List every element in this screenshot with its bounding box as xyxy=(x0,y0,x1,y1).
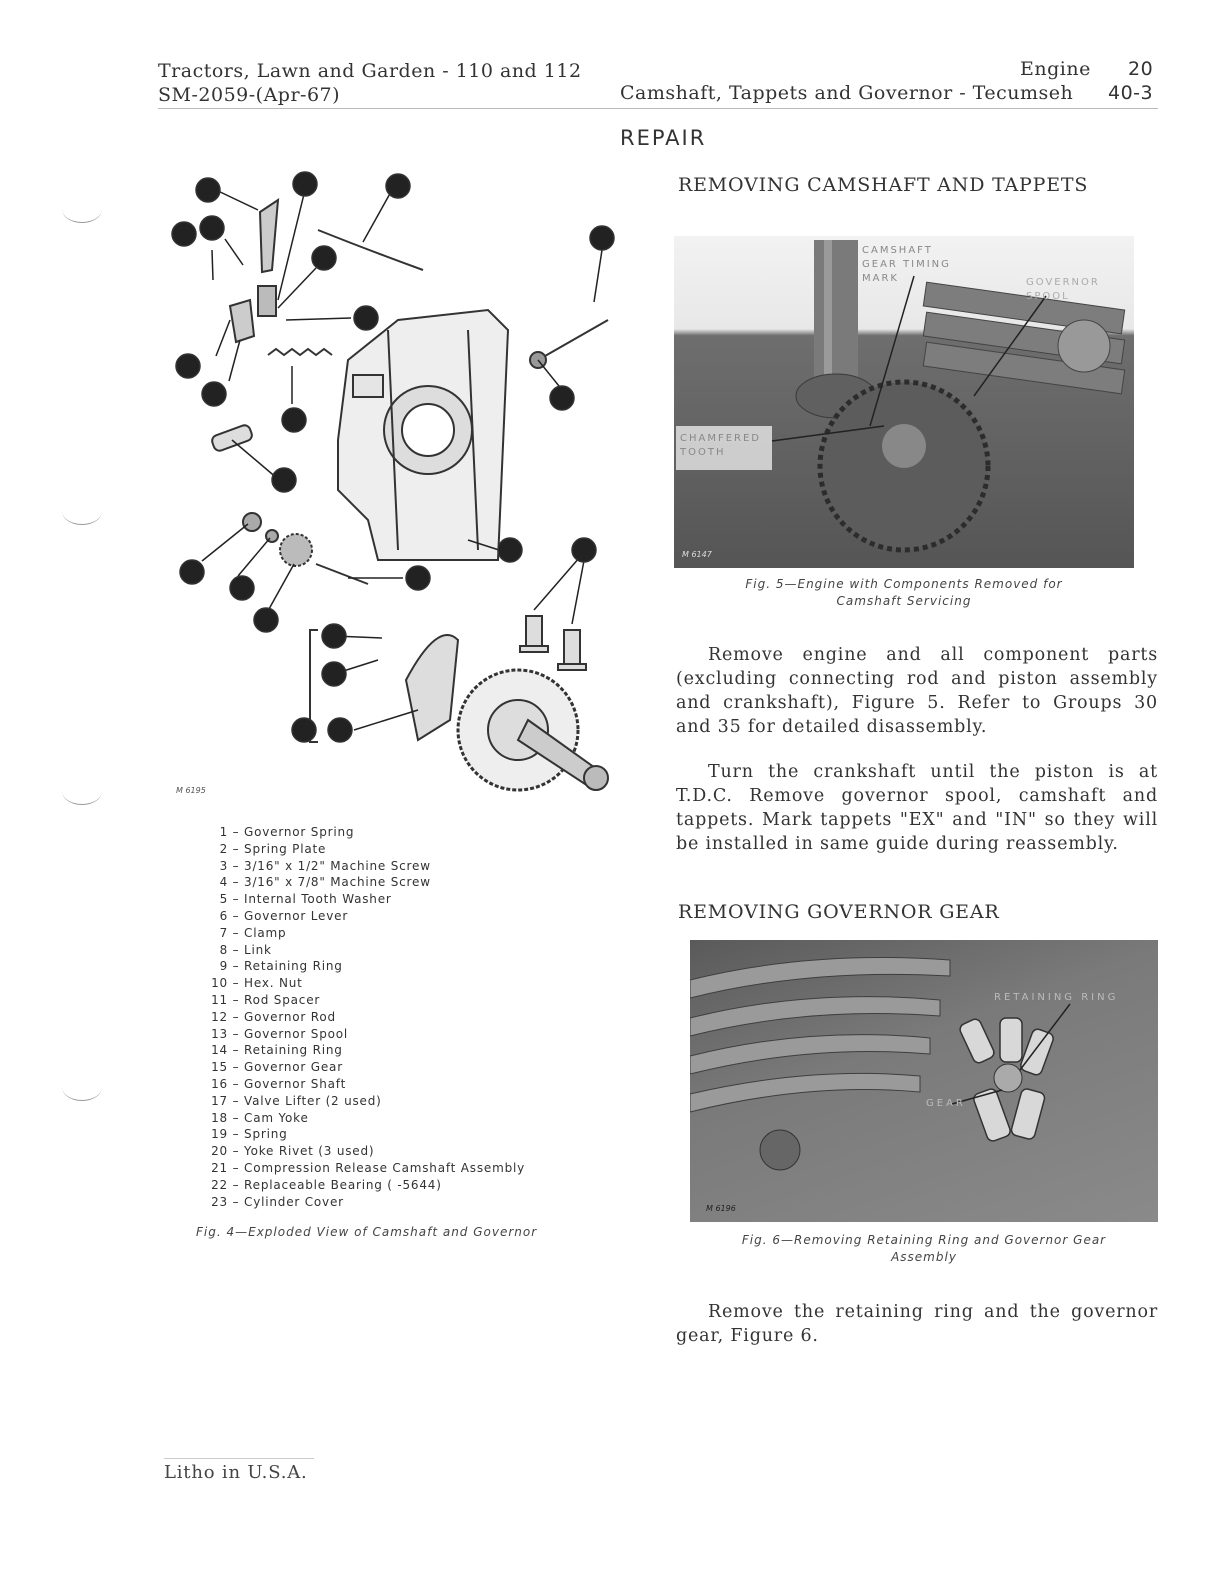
paragraph-remove-retaining-ring: Remove the retaining ring and the governor gear, Figure 6. xyxy=(676,1302,1158,1346)
header-section-number: 20 xyxy=(1128,58,1154,80)
legend-number: 4 xyxy=(219,875,228,890)
legend-dash: – xyxy=(228,942,245,957)
header-section: Engine xyxy=(1020,58,1091,80)
fig5-caption-line2: Camshaft Servicing xyxy=(836,594,972,608)
legend-dash: – xyxy=(228,976,245,991)
legend-dash: – xyxy=(228,1076,245,1091)
legend-dash: – xyxy=(228,1026,245,1041)
footer-rule xyxy=(164,1458,314,1459)
fig4-legend xyxy=(206,824,525,1210)
legend-number: 19 xyxy=(211,1127,228,1142)
callout-label-19: 19 xyxy=(325,666,343,682)
fig4-caption: Fig. 4—Exploded View of Camshaft and Governor xyxy=(196,1225,538,1239)
fig5-label-timing-mark: CAMSHAFT GEAR TIMING MARK xyxy=(862,245,951,284)
legend-row xyxy=(206,1042,525,1059)
legend-number: 20 xyxy=(211,1144,228,1159)
legend-dash: – xyxy=(228,908,245,923)
callout-label-18: 18 xyxy=(331,722,349,738)
header-subsection: Camshaft, Tappets and Governor - Tecumseh xyxy=(620,82,1074,104)
legend-text: Governor Spring xyxy=(244,825,355,839)
binder-mark xyxy=(62,498,102,525)
legend-row xyxy=(206,841,525,858)
legend-text: Retaining Ring xyxy=(244,1043,343,1058)
legend-number: 3 xyxy=(219,858,228,873)
fig4-code: M 6195 xyxy=(176,786,206,795)
legend-number: 21 xyxy=(211,1160,228,1175)
callout-label-7: 7 xyxy=(300,176,310,192)
legend-dash: – xyxy=(228,1043,245,1058)
legend-number: 6 xyxy=(219,908,228,923)
callout-label-9: 9 xyxy=(319,250,329,266)
fig6-label-gear: GEAR xyxy=(926,1098,966,1109)
legend-row xyxy=(206,1093,525,1110)
legend-dash: – xyxy=(228,925,245,940)
legend-dash: – xyxy=(228,1177,245,1192)
section-title-removing-governor-gear: REMOVING GOVERNOR GEAR xyxy=(678,901,1000,923)
callout-label-12: 12 xyxy=(593,230,611,246)
legend-text: Yoke Rivet (3 used) xyxy=(244,1144,375,1159)
legend-number: 17 xyxy=(211,1093,228,1108)
callout-label-1: 1 xyxy=(289,412,299,428)
legend-number: 13 xyxy=(211,1026,228,1041)
fig5-caption xyxy=(674,576,1134,610)
legend-number: 16 xyxy=(211,1076,228,1091)
crankshaft-shape xyxy=(814,240,858,390)
legend-row xyxy=(206,858,525,875)
legend-row xyxy=(206,975,525,992)
callout-label-15: 15 xyxy=(257,612,275,628)
legend-number: 2 xyxy=(219,841,228,856)
legend-text: Spring xyxy=(244,1127,288,1142)
legend-row xyxy=(206,1160,525,1177)
callout-label-4: 4 xyxy=(179,226,189,242)
callout-label-23: 23 xyxy=(501,542,519,558)
fig6-code: M 6196 xyxy=(706,1204,736,1213)
legend-text: Cam Yoke xyxy=(244,1110,309,1125)
fig6-label-retaining-ring: RETAINING RING xyxy=(994,992,1119,1003)
fig6-caption xyxy=(690,1232,1158,1266)
callout-label-13: 13 xyxy=(183,564,201,580)
legend-text: Hex. Nut xyxy=(244,976,303,991)
legend-number: 5 xyxy=(219,892,228,907)
callout-label-20: 20 xyxy=(325,628,343,644)
legend-dash: – xyxy=(228,1009,245,1024)
legend-dash: – xyxy=(228,1160,245,1175)
legend-text: Governor Shaft xyxy=(244,1076,347,1091)
legend-text: Retaining Ring xyxy=(244,959,343,974)
legend-row xyxy=(206,874,525,891)
legend-dash: – xyxy=(228,1194,245,1209)
legend-row xyxy=(206,891,525,908)
binder-mark xyxy=(62,196,102,223)
footer-litho: Litho in U.S.A. xyxy=(164,1462,308,1483)
legend-dash: – xyxy=(228,992,245,1007)
legend-text: Governor Spool xyxy=(244,1026,349,1041)
legend-row xyxy=(206,958,525,975)
fig6-caption-line1: Fig. 6—Removing Retaining Ring and Governor Gear xyxy=(741,1233,1107,1247)
binder-mark xyxy=(62,778,102,805)
legend-text: Cylinder Cover xyxy=(244,1194,344,1209)
callout-label-21: 21 xyxy=(295,722,313,738)
legend-dash: – xyxy=(228,892,245,907)
legend-number: 10 xyxy=(211,976,228,991)
callout-label-14: 14 xyxy=(233,580,251,596)
legend-dash: – xyxy=(228,858,245,873)
legend-number: 23 xyxy=(211,1194,228,1209)
fig4-drawing xyxy=(168,160,620,800)
fig4-exploded-view xyxy=(168,160,620,800)
legend-row xyxy=(206,1126,525,1143)
header-page-number: 40-3 xyxy=(1108,82,1154,104)
callout-label-16: 16 xyxy=(409,570,427,586)
legend-dash: – xyxy=(228,1127,245,1142)
header-rule xyxy=(158,108,1158,109)
callout-label-8: 8 xyxy=(393,178,403,194)
legend-number: 9 xyxy=(219,959,228,974)
legend-text: Rod Spacer xyxy=(244,992,321,1007)
fig5-label-chamfered-tooth: CHAMFERED TOOTH xyxy=(680,433,762,458)
legend-text: Governor Lever xyxy=(244,908,349,923)
header-title: Tractors, Lawn and Garden - 110 and 112 xyxy=(158,60,582,82)
legend-text: Governor Gear xyxy=(244,1060,343,1075)
fig5-code: M 6147 xyxy=(682,550,712,559)
legend-row xyxy=(206,1026,525,1043)
legend-row xyxy=(206,925,525,942)
legend-row xyxy=(206,1059,525,1076)
legend-text: Compression Release Camshaft Assembly xyxy=(244,1160,526,1175)
fig6-photo xyxy=(690,940,1158,1222)
fig6-caption-line2: Assembly xyxy=(891,1250,957,1264)
legend-number: 15 xyxy=(211,1060,228,1075)
binder-mark xyxy=(62,1074,102,1101)
legend-row xyxy=(206,1009,525,1026)
legend-dash: – xyxy=(228,841,245,856)
legend-dash: – xyxy=(228,1144,245,1159)
legend-dash: – xyxy=(228,1060,245,1075)
legend-row xyxy=(206,1143,525,1160)
legend-row xyxy=(206,908,525,925)
legend-number: 8 xyxy=(219,942,228,957)
legend-dash: – xyxy=(228,959,245,974)
legend-row xyxy=(206,942,525,959)
section-heading: REPAIR xyxy=(620,126,707,150)
fig5-caption-line1: Fig. 5—Engine with Components Removed for xyxy=(745,577,1063,591)
paragraph-turn-crankshaft: Turn the crankshaft until the piston is at T.D.C. Remove governor spool, camshaft and tappets. Mark tappets "EX" and "IN" so they will be installed in same guide during reassembly. xyxy=(676,762,1158,854)
legend-number: 7 xyxy=(219,925,228,940)
legend-row xyxy=(206,992,525,1009)
callout-label-3: 3 xyxy=(183,358,193,374)
fig5-photo xyxy=(674,236,1134,568)
legend-number: 22 xyxy=(211,1177,228,1192)
legend-row xyxy=(206,1194,525,1211)
legend-text: Internal Tooth Washer xyxy=(244,892,392,907)
legend-dash: – xyxy=(228,825,245,839)
header-manual-code: SM-2059-(Apr-67) xyxy=(158,84,341,106)
legend-dash: – xyxy=(228,1093,245,1108)
legend-row xyxy=(206,1177,525,1194)
callout-label-2: 2 xyxy=(209,386,219,402)
callout-label-11: 11 xyxy=(553,390,571,406)
fig5-label-governor-spool: GOVERNOR SPOOL xyxy=(1026,277,1100,302)
legend-text: Link xyxy=(244,942,272,957)
legend-number: 14 xyxy=(211,1043,228,1058)
legend-number: 11 xyxy=(211,992,228,1007)
legend-row xyxy=(206,824,525,841)
legend-number: 1 xyxy=(219,825,228,839)
callout-label-5: 5 xyxy=(207,220,217,236)
paragraph-remove-engine: Remove engine and all component parts (excluding connecting rod and piston assembly and crankshaft), Figure 5. Refer to Groups 30 and 35 for detailed disassembly. xyxy=(676,645,1158,737)
legend-text: Replaceable Bearing ( -5644) xyxy=(244,1177,442,1192)
legend-row xyxy=(206,1076,525,1093)
legend-text: Spring Plate xyxy=(244,841,327,856)
callout-label-10: 10 xyxy=(357,310,375,326)
callout-label-22: 22 xyxy=(275,472,293,488)
legend-number: 18 xyxy=(211,1110,228,1125)
legend-text: Clamp xyxy=(244,925,287,940)
callout-label-17: 17 xyxy=(575,542,593,558)
legend-number: 12 xyxy=(211,1009,228,1024)
legend-dash: – xyxy=(228,875,245,890)
legend-text: 3/16" x 7/8" Machine Screw xyxy=(244,875,431,890)
legend-row xyxy=(206,1110,525,1127)
legend-dash: – xyxy=(228,1110,245,1125)
section-title-removing-camshaft: REMOVING CAMSHAFT AND TAPPETS xyxy=(678,174,1089,196)
legend-text: 3/16" x 1/2" Machine Screw xyxy=(244,858,431,873)
legend-text: Valve Lifter (2 used) xyxy=(244,1093,382,1108)
callout-label-6: 6 xyxy=(203,182,213,198)
legend-text: Governor Rod xyxy=(244,1009,336,1024)
